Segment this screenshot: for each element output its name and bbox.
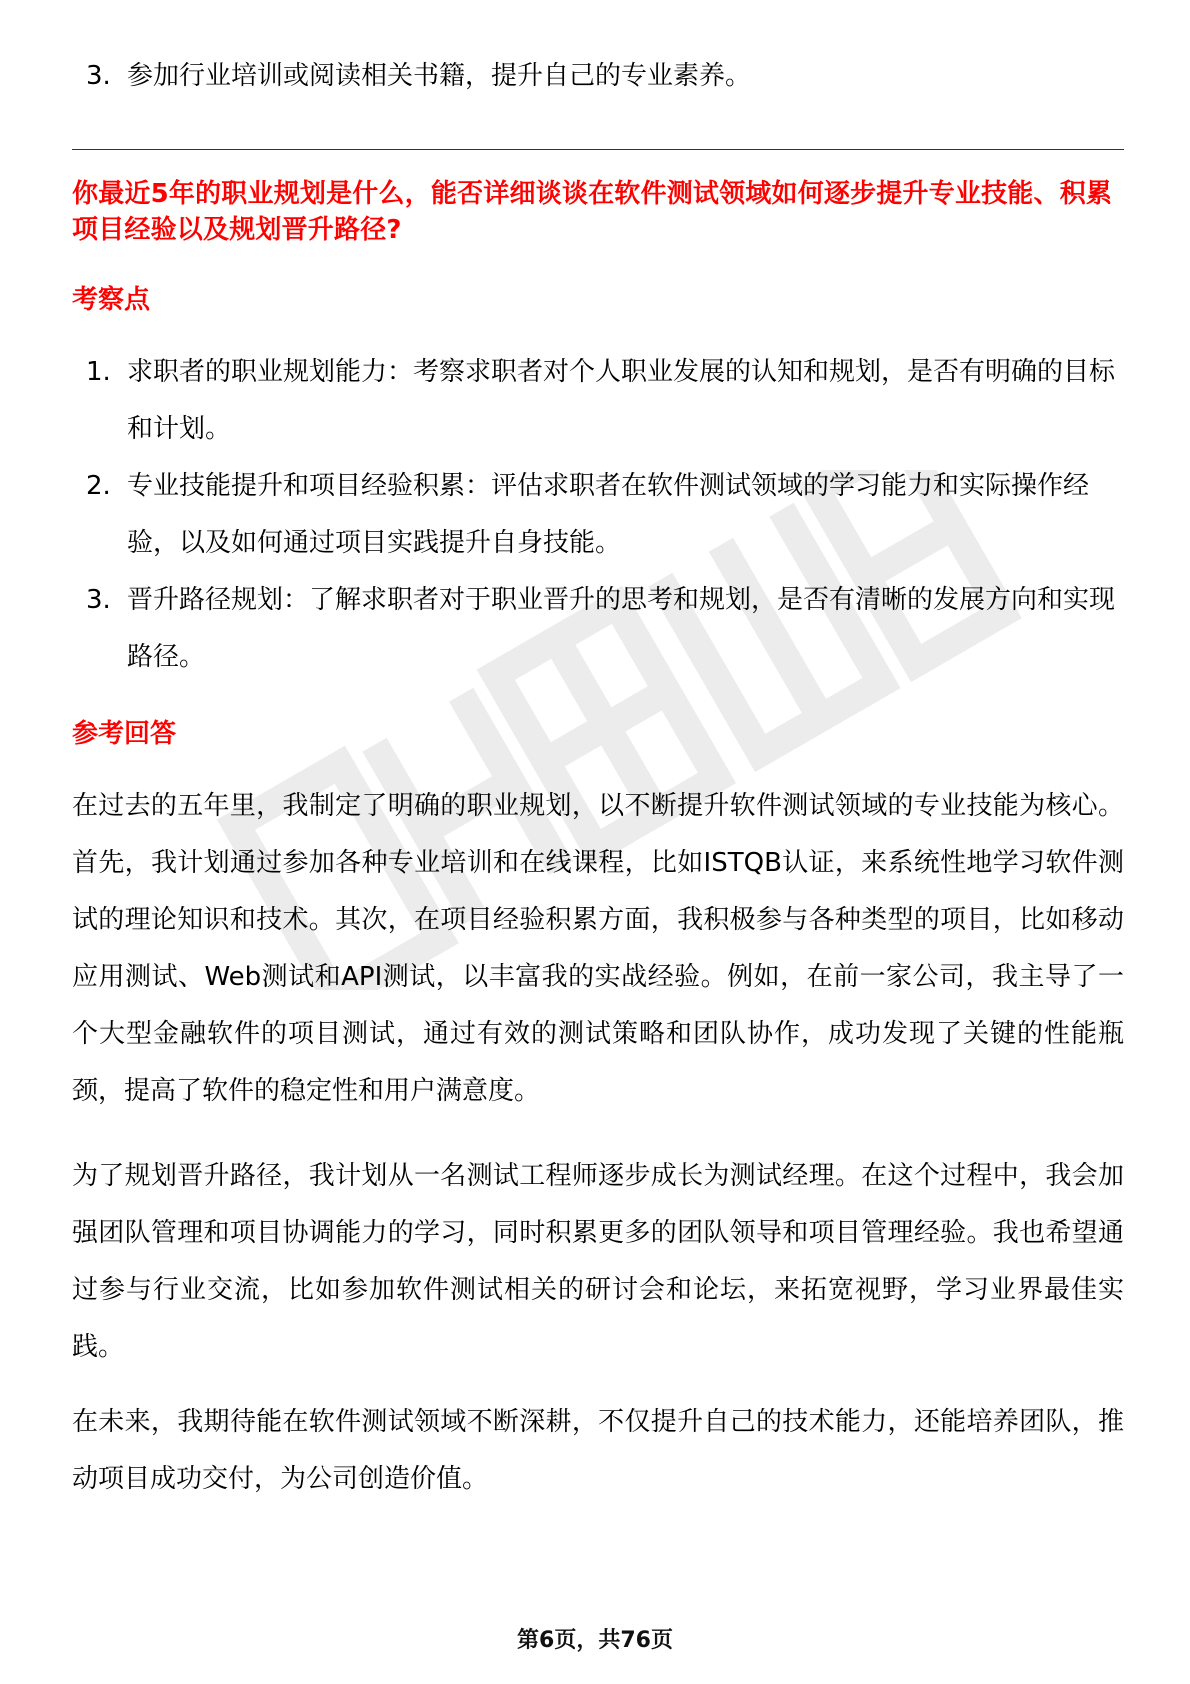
- list-item: [72, 458, 1124, 572]
- page-content: [72, 48, 1124, 1508]
- exam-points-heading: 考察点: [72, 285, 151, 315]
- list-item: [72, 344, 1124, 458]
- previous-list: [72, 48, 1124, 105]
- list-item-text: 专业技能提升和项目经验积累：评估求职者在软件测试领域的学习能力和实际操作经验，以及如何通过项目实践提升自身技能。: [127, 471, 1090, 558]
- exam-points-list: [72, 344, 1124, 686]
- list-item-number: 3.: [86, 61, 111, 91]
- page-number: 第6页，共76页: [517, 1628, 673, 1653]
- list-item-number: 2.: [86, 471, 111, 501]
- list-item-text: 参加行业培训或阅读相关书籍，提升自己的专业素养。: [127, 61, 752, 91]
- list-item-text: 求职者的职业规划能力：考察求职者对个人职业发展的认知和规划，是否有明确的目标和计划。: [127, 357, 1116, 444]
- answer-paragraph: 为了规划晋升路径，我计划从一名测试工程师逐步成长为测试经理。在这个过程中，我会加强团队管理和项目协调能力的学习，同时积累更多的团队领导和项目管理经验。我也希望通过参与行业交流，比如参加软件测试相关的研讨会和论坛，来拓宽视野，学习业界最佳实践。: [72, 1161, 1124, 1362]
- section-divider: [72, 149, 1124, 150]
- question-title: 你最近5年的职业规划是什么，能否详细谈谈在软件测试领域如何逐步提升专业技能、积累项目经验以及规划晋升路径?: [72, 179, 1113, 245]
- list-item-number: 3.: [86, 585, 111, 615]
- list-item-number: 1.: [86, 357, 111, 387]
- answer-paragraph: 在过去的五年里，我制定了明确的职业规划，以不断提升软件测试领域的专业技能为核心。首先，我计划通过参加各种专业培训和在线课程，比如ISTQB认证，来系统性地学习软件测试的理论知识和技术。其次，在项目经验积累方面，我积极参与各种类型的项目，比如移动应用测试、Web测试和API测试，以丰富我的实战经验。例如，在前一家公司，我主导了一个大型金融软件的项目测试，通过有效的测试策略和团队协作，成功发现了关键的性能瓶颈，提高了软件的稳定性和用户满意度。: [72, 791, 1124, 1106]
- list-item: [72, 48, 1124, 105]
- answer-heading: 参考回答: [72, 719, 177, 749]
- list-item: [72, 572, 1124, 686]
- answer-paragraph: 在未来，我期待能在软件测试领域不断深耕，不仅提升自己的技术能力，还能培养团队，推动项目成功交付，为公司创造价值。: [72, 1407, 1124, 1494]
- list-item-text: 晋升路径规划：了解求职者对于职业晋升的思考和规划，是否有清晰的发展方向和实现路径。: [127, 585, 1116, 672]
